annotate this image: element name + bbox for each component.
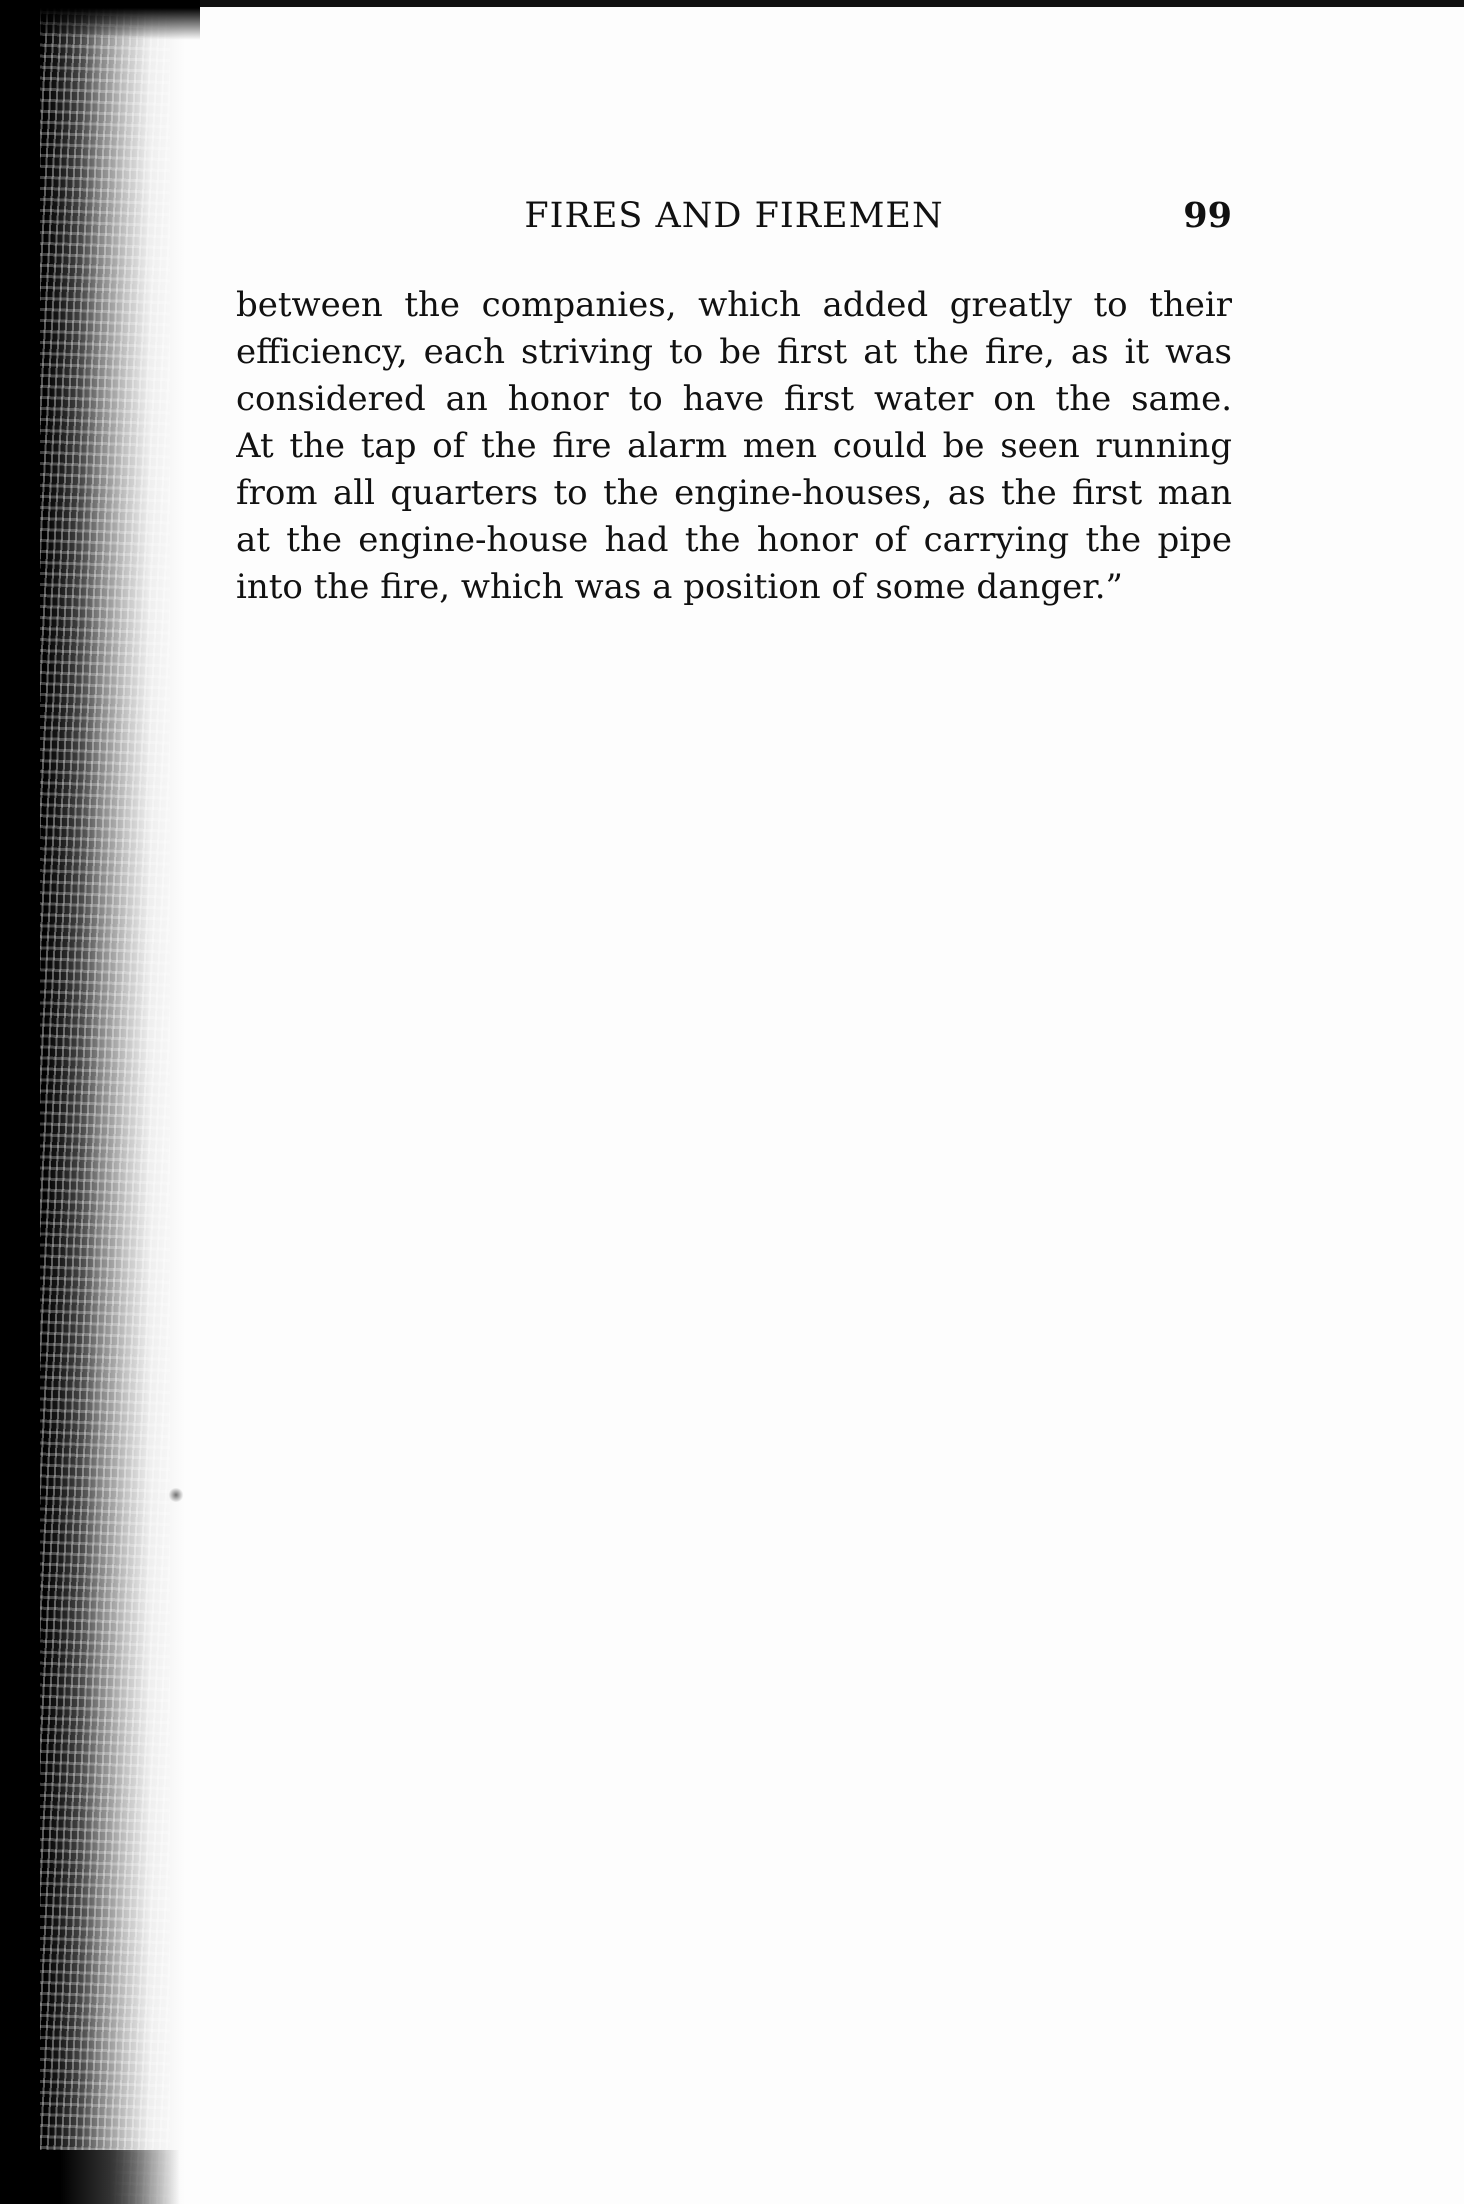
text-line: between the companies, which added greatly to their [236, 285, 1232, 325]
page-number: 99 [1183, 195, 1232, 236]
text-line: considered an honor to have first water on the same. [236, 379, 1232, 419]
text-line: At the tap of the fire alarm men could be seen running [236, 426, 1232, 466]
text-line-last: into the fire, which was a position of some danger.” [236, 567, 1123, 607]
body-paragraph [236, 282, 1232, 611]
running-head [236, 188, 1232, 244]
binding-texture [40, 0, 170, 2204]
ink-speck [168, 1488, 184, 1502]
top-edge-shadow [150, 0, 1464, 7]
top-corner-shadow [0, 0, 200, 40]
text-line: at the engine-house had the honor of carrying the pipe [236, 520, 1232, 560]
running-title: FIRES AND FIREMEN [524, 196, 944, 236]
text-line: from all quarters to the engine-houses, as the first man [236, 473, 1232, 513]
bottom-corner-shadow [0, 2150, 200, 2204]
text-line: efficiency, each striving to be first at the fire, as it was [236, 332, 1232, 372]
